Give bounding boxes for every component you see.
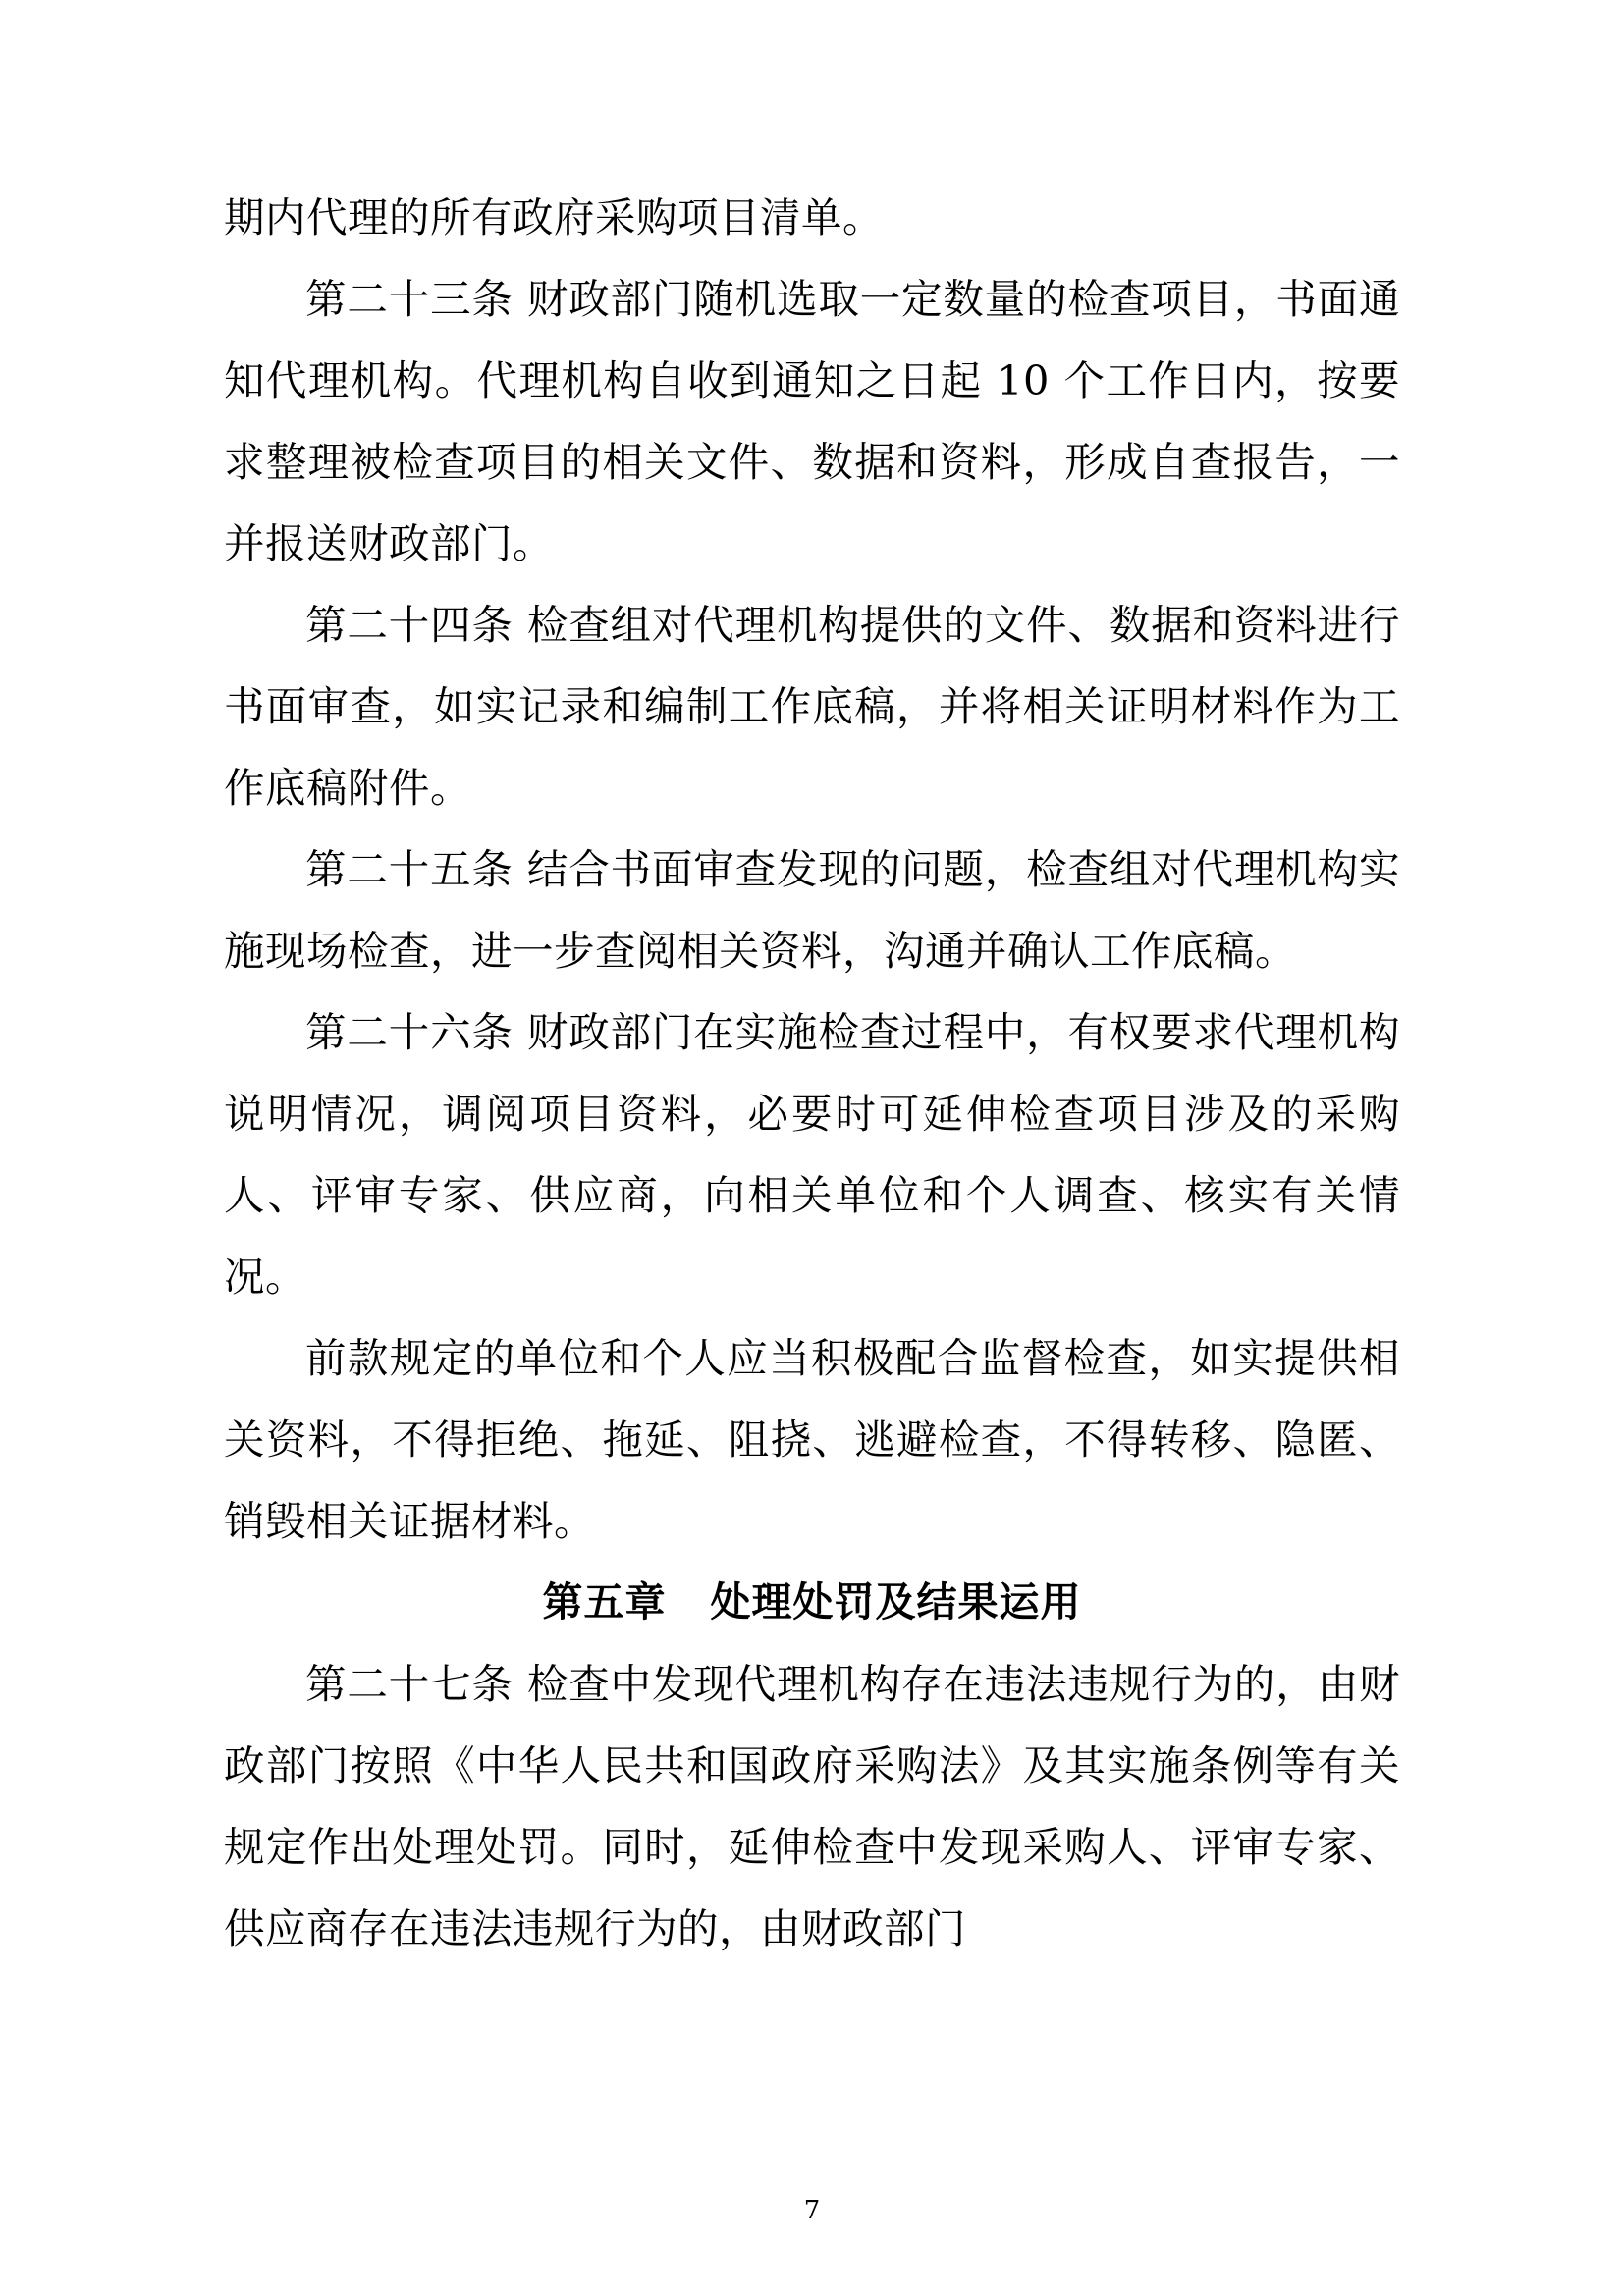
paragraph-article-26-clause-2: 前款规定的单位和个人应当积极配合监督检查，如实提供相关资料，不得拒绝、拖延、阻挠、逃避检查，不得转移、隐匿、销毁相关证据材料。 (224, 1334, 1400, 1545)
document-body (224, 177, 1400, 1969)
chapter-heading-title: 处理处罚及结果运用 (710, 1578, 1082, 1626)
paragraph-article-27: 第二十七条 检查中发现代理机构存在违法违规行为的，由财政部门按照《中华人民共和国政府采购法》及其实施条例等有关规定作出处理处罚。同时，延伸检查中发现采购人、评审专家、供应商存在违法违规行为的，由财政部门 (224, 1660, 1400, 1952)
paragraph-continuation: 期内代理的所有政府采购项目清单。 (224, 193, 885, 241)
paragraph-article-26: 第二十六条 财政部门在实施检查过程中，有权要求代理机构说明情况，调阅项目资料，必要时可延伸检查项目涉及的采购人、评审专家、供应商，向相关单位和个人调查、核实有关情况。 (224, 1008, 1400, 1301)
paragraph-article-24: 第二十四条 检查组对代理机构提供的文件、数据和资料进行书面审查，如实记录和编制工作底稿，并将相关证明材料作为工作底稿附件。 (224, 601, 1400, 812)
page-number: 7 (803, 2196, 821, 2225)
chapter-heading-5 (224, 1562, 1400, 1643)
paragraph-article-25: 第二十五条 结合书面审查发现的问题，检查组对代理机构实施现场检查，进一步查阅相关资料，沟通并确认工作底稿。 (224, 845, 1400, 975)
chapter-heading-number: 第五章 (542, 1578, 667, 1626)
paragraph-article-23: 第二十三条 财政部门随机选取一定数量的检查项目，书面通知代理机构。代理机构自收到通知之日起 10 个工作日内，按要求整理被检查项目的相关文件、数据和资料，形成自查报告，一并报送财政部门。 (224, 275, 1400, 567)
